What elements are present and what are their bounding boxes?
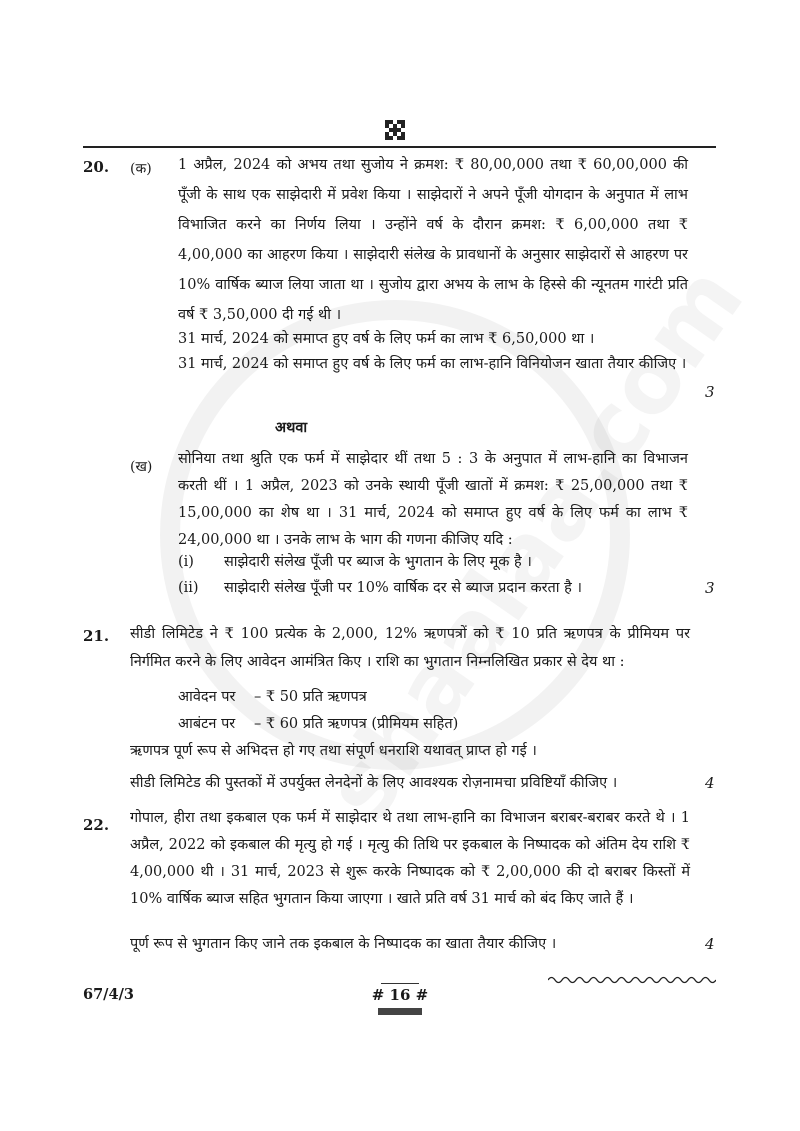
page-number-overline bbox=[381, 983, 419, 984]
header-rule bbox=[83, 146, 716, 148]
q21-subscription-line: ऋणपत्र पूर्ण रूप से अभिदत्त हो गए तथा संपूर्ण धनराशि यथावत् प्राप्त हो गई । bbox=[130, 743, 537, 759]
q22-task: पूर्ण रूप से भुगतान किए जाने तक इकबाल के निष्पादक का खाता तैयार कीजिए । bbox=[130, 936, 557, 952]
end-of-page-wavy-line bbox=[548, 974, 716, 986]
q21-marks: 4 bbox=[705, 774, 715, 792]
q20-part-b-marks: 3 bbox=[705, 579, 715, 597]
q21-application-label: आवेदन पर bbox=[178, 689, 236, 705]
q20-part-b-label: (ख) bbox=[130, 459, 153, 475]
q22-marks: 4 bbox=[705, 935, 715, 953]
q20-part-a-marks: 3 bbox=[705, 383, 715, 401]
q22-text: गोपाल, हीरा तथा इकबाल एक फर्म में साझेदार थे तथा लाभ-हानि का विभाजन बराबर-बराबर करते थे । 1 अप्रैल, 2022 को इकबाल की मृत्यु हो गई । मृत्यु की तिथि पर इकबाल के निष्पादक को अंतिम देय राशि ₹ 4,00,000 थी । 31 मार्च, 2023 से शुरू करके निष्पादक को ₹ 2,00,000 की दो बराबर किस्तों में 10% वार्षिक ब्याज सहित भुगतान किया जाएगा । खाते प्रति वर्ष 31 मार्च को बंद किए जाते हैं । bbox=[130, 810, 690, 907]
question-number-21: 21. bbox=[83, 627, 110, 645]
q20-part-a-profit-line: 31 मार्च, 2024 को समाप्त हुए वर्ष के लिए फर्म का लाभ ₹ 6,50,000 था । bbox=[178, 331, 595, 347]
page-number-bar bbox=[378, 1008, 422, 1015]
q21-task: सीडी लिमिटेड की पुस्तकों में उपर्युक्त लेनदेनों के लिए आवश्यक रोज़नामचा प्रविष्टियाँ कीजिए । bbox=[130, 775, 618, 791]
q20-part-a-task: 31 मार्च, 2024 को समाप्त हुए वर्ष के लिए फर्म का लाभ-हानि विनियोजन खाता तैयार कीजिए । bbox=[178, 356, 687, 372]
question-number-22: 22. bbox=[83, 816, 110, 834]
or-label: अथवा bbox=[275, 419, 308, 436]
question-number-20: 20. bbox=[83, 158, 110, 176]
q20-part-a-text: 1 अप्रैल, 2024 को अभय तथा सुजोय ने क्रमश: ₹ 80,00,000 तथा ₹ 60,00,000 की पूँजी के साथ एक साझेदारी में प्रवेश किया । साझेदारों ने अपने पूँजी योगदान के अनुपात में लाभ विभाजित करने का निर्णय लिया । उन्होंने वर्ष के दौरान क्रमश: ₹ 6,00,000 तथा ₹ 4,00,000 का आहरण किया । साझेदारी संलेख के प्रावधानों के अनुसार साझेदारों से आहरण पर 10% वार्षिक ब्याज लिया जाता था । सुजोय द्वारा अभय के लाभ के हिस्से की न्यूनतम गारंटी प्रति वर्ष ₹ 3,50,000 दी गई थी । bbox=[178, 157, 688, 323]
q20-part-b-ii-text: साझेदारी संलेख पूँजी पर 10% वार्षिक दर से ब्याज प्रदान करता है । bbox=[224, 580, 582, 596]
q20-part-b-text: सोनिया तथा श्रुति एक फर्म में साझेदार थीं तथा 5 : 3 के अनुपात में लाभ-हानि का विभाजन करती थीं । 1 अप्रैल, 2023 को उनके स्थायी पूँजी खातों में क्रमश: ₹ 25,00,000 तथा ₹ 15,00,000 का शेष था । 31 मार्च, 2024 को समाप्त हुए वर्ष के लिए फर्म का लाभ ₹ 24,00,000 था । उनके लाभ के भाग की गणना कीजिए यदि : bbox=[178, 451, 688, 548]
q21-allotment-value: – ₹ 60 प्रति ऋणपत्र (प्रीमियम सहित) bbox=[254, 716, 459, 732]
q20-part-a-label: (क) bbox=[130, 161, 152, 177]
q20-part-b-i-text: साझेदारी संलेख पूँजी पर ब्याज के भुगतान के लिए मूक है । bbox=[224, 554, 532, 570]
q21-text: सीडी लिमिटेड ने ₹ 100 प्रत्येक के 2,000, 12% ऋणपत्रों को ₹ 10 प्रति ऋणपत्र के प्रीमियम पर निर्गमित करने के लिए आवेदन आमंत्रित किए । राशि का भुगतान निम्नलिखित प्रकार से देय था : bbox=[130, 626, 690, 670]
q20-part-b-i-label: (i) bbox=[178, 554, 194, 570]
qr-code-icon bbox=[385, 120, 405, 140]
q20-part-b-ii-label: (ii) bbox=[178, 580, 199, 596]
page-number: # 16 # bbox=[371, 986, 429, 1004]
q21-application-value: – ₹ 50 प्रति ऋणपत्र bbox=[254, 689, 367, 705]
paper-code: 67/4/3 bbox=[83, 986, 134, 1003]
q21-allotment-label: आबंटन पर bbox=[178, 716, 236, 732]
